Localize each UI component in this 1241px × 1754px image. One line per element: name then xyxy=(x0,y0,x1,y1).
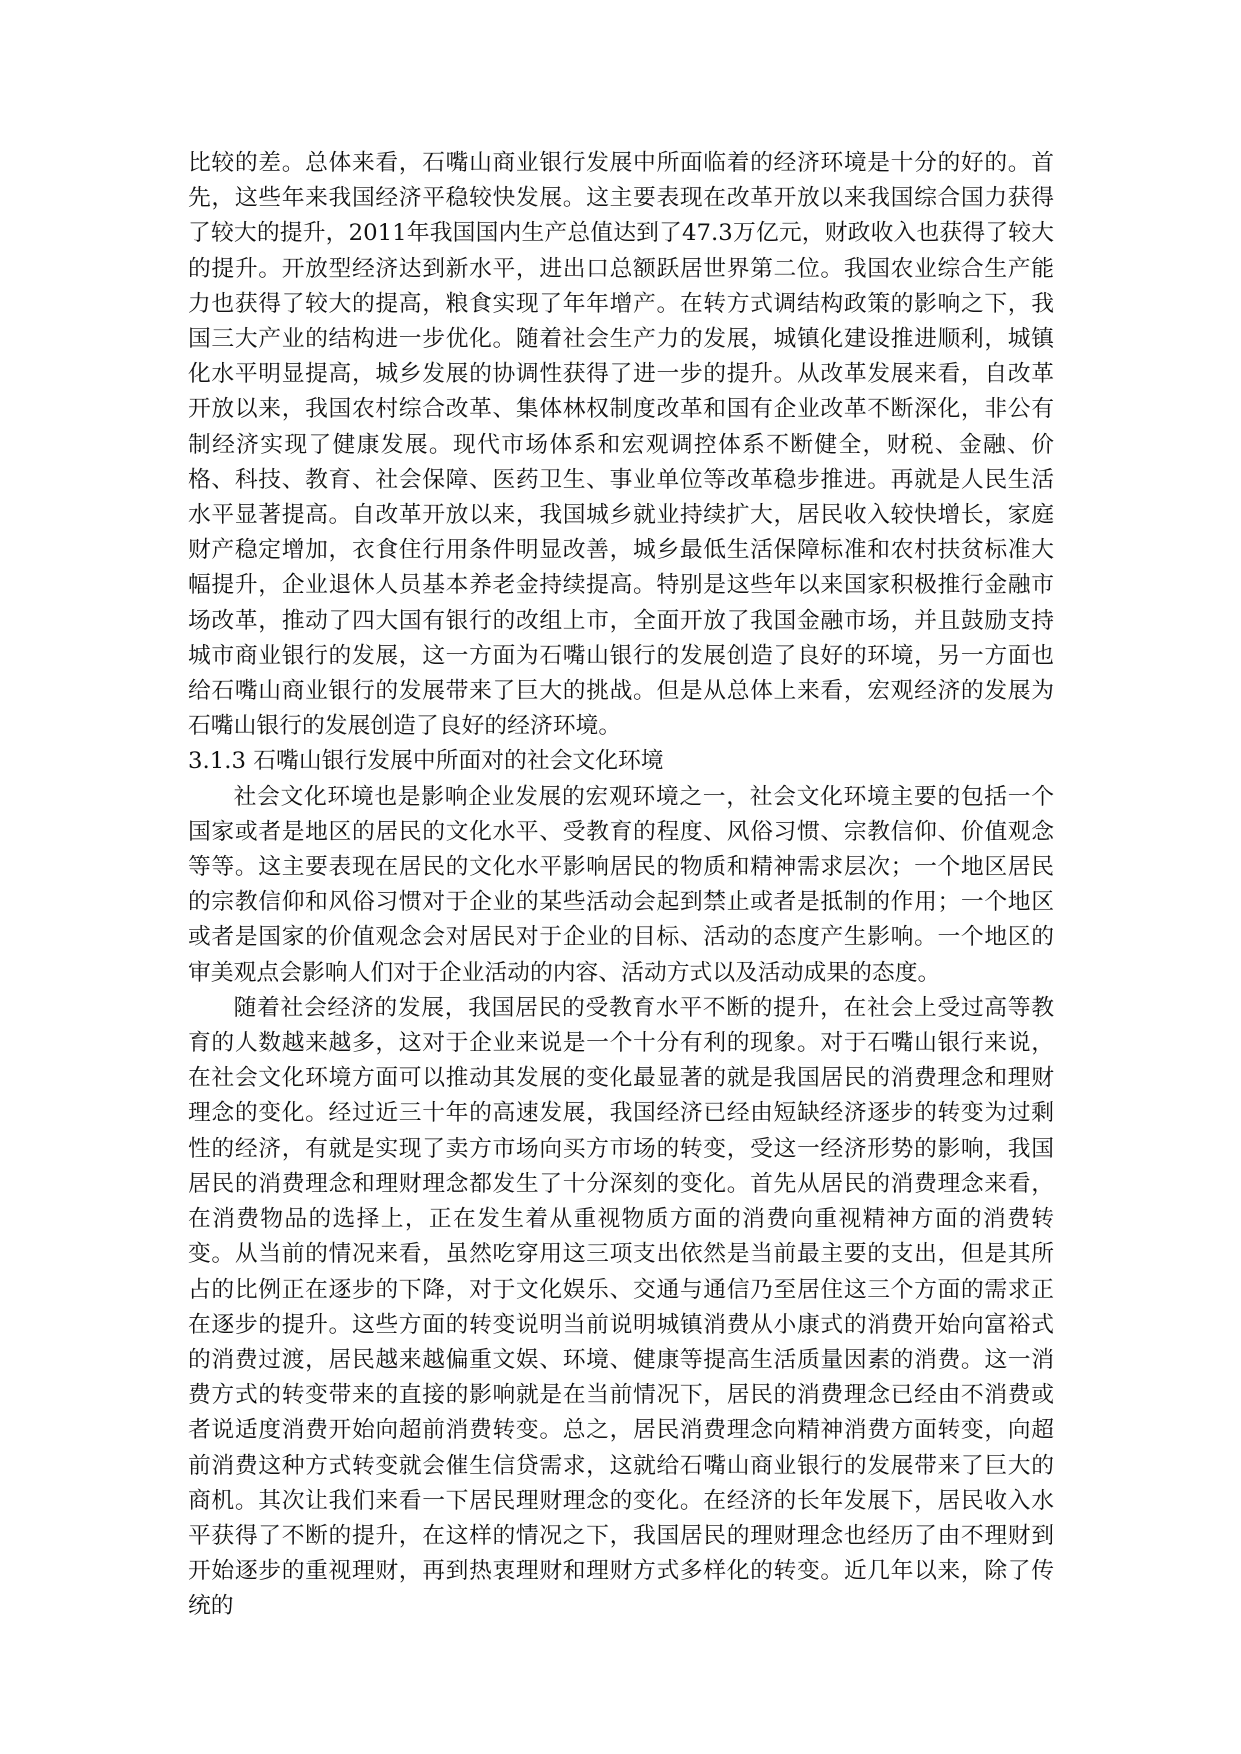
body-paragraph-economic-environment: 比较的差。总体来看，石嘴山商业银行发展中所面临着的经济环境是十分的好的。首先，这些年来我国经济平稳较快发展。这主要表现在改革开放以来我国综合国力获得了较大的提升，2011年我国国内生产总值达到了47.3万亿元，财政收入也获得了较大的提升。开放型经济达到新水平，进出口总额跃居世界第二位。我国农业综合生产能力也获得了较大的提高，粮食实现了年年增产。在转方式调结构政策的影响之下，我国三大产业的结构进一步优化。随着社会生产力的发展，城镇化建设推进顺利，城镇化水平明显提高，城乡发展的协调性获得了进一步的提升。从改革发展来看，自改革开放以来，我国农村综合改革、集体林权制度改革和国有企业改革不断深化，非公有制经济实现了健康发展。现代市场体系和宏观调控体系不断健全，财税、金融、价格、科技、教育、社会保障、医药卫生、事业单位等改革稳步推进。再就是人民生活水平显著提高。自改革开放以来，我国城乡就业持续扩大，居民收入较快增长，家庭财产稳定增加，衣食住行用条件明显改善，城乡最低生活保障标准和农村扶贫标准大幅提升，企业退休人员基本养老金持续提高。特别是这些年以来国家积极推行金融市场改革，推动了四大国有银行的改组上市，全面开放了我国金融市场，并且鼓励支持城市商业银行的发展，这一方面为石嘴山银行的发展创造了良好的环境，另一方面也给石嘴山商业银行的发展带来了巨大的挑战。但是从总体上来看，宏观经济的发展为石嘴山银行的发展创造了良好的经济环境。 xyxy=(188,150,1054,740)
section-heading-3-1-3: 3.1.3 石嘴山银行发展中所面对的社会文化环境 xyxy=(188,748,664,775)
document-body xyxy=(188,146,1054,1625)
body-paragraph-consumption-finance-concepts: 随着社会经济的发展，我国居民的受教育水平不断的提升，在社会上受过高等教育的人数越来越多，这对于企业来说是一个十分有利的现象。对于石嘴山银行来说，在社会文化环境方面可以推动其发展的变化最显著的就是我国居民的消费理念和理财理念的变化。经过近三十年的高速发展，我国经济已经由短缺经济逐步的转变为过剩性的经济，有就是实现了卖方市场向买方市场的转变，受这一经济形势的影响，我国居民的消费理念和理财理念都发生了十分深刻的变化。首先从居民的消费理念来看，在消费物品的选择上，正在发生着从重视物质方面的消费向重视精神方面的消费转变。从当前的情况来看，虽然吃穿用这三项支出依然是当前最主要的支出，但是其所占的比例正在逐步的下降，对于文化娱乐、交通与通信乃至居住这三个方面的需求正在逐步的提升。这些方面的转变说明当前说明城镇消费从小康式的消费开始向富裕式的消费过渡，居民越来越偏重文娱、环境、健康等提高生活质量因素的消费。这一消费方式的转变带来的直接的影响就是在当前情况下，居民的消费理念已经由不消费或者说适度消费开始向超前消费转变。总之，居民消费理念向精神消费方面转变，向超前消费这种方式转变就会催生信贷需求，这就给石嘴山商业银行的发展带来了巨大的商机。其次让我们来看一下居民理财理念的变化。在经济的长年发展下，居民收入水平获得了不断的提升，在这样的情况之下，我国居民的理财理念也经历了由不理财到开始逐步的重视理财，再到热衷理财和理财方式多样化的转变。近几年以来，除了传统的 xyxy=(188,994,1054,1620)
body-paragraph-social-culture-intro: 社会文化环境也是影响企业发展的宏观环境之一，社会文化环境主要的包括一个国家或者是地区的居民的文化水平、受教育的程度、风俗习惯、宗教信仰、价值观念等等。这主要表现在居民的文化水平影响居民的物质和精神需求层次；一个地区居民的宗教信仰和风俗习惯对于企业的某些活动会起到禁止或者是抵制的作用；一个地区或者是国家的价值观念会对居民对于企业的目标、活动的态度产生影响。一个地区的审美观点会影响人们对于企业活动的内容、活动方式以及活动成果的态度。 xyxy=(188,783,1054,986)
